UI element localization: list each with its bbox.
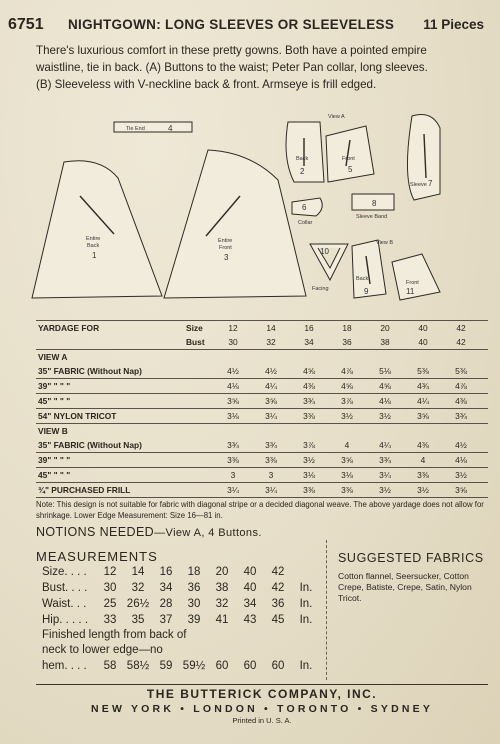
printed-in: Printed in U. S. A. bbox=[232, 716, 292, 725]
front-5-label: Front bbox=[342, 156, 355, 162]
yardage-cell: 4 bbox=[420, 455, 426, 465]
measurement-cell: 35 bbox=[131, 614, 145, 626]
hem-cell: 60 bbox=[243, 660, 257, 672]
yardage-row bbox=[36, 482, 488, 497]
pattern-pieces-diagram bbox=[30, 108, 490, 318]
back-2-label: Back bbox=[296, 156, 309, 162]
notions-title: NOTIONS NEEDED bbox=[36, 525, 155, 539]
sleeve-label: Sleeve bbox=[410, 182, 427, 188]
measurement-cell: 25 bbox=[103, 598, 117, 610]
yardage-cell: 3¼ bbox=[265, 411, 277, 421]
yardage-cell: 3⅝ bbox=[417, 411, 429, 421]
yardage-cell: 4¼ bbox=[379, 440, 391, 450]
yardage-row bbox=[36, 467, 488, 482]
yardage-header-row bbox=[36, 320, 488, 335]
yardage-cell: 4⅞ bbox=[455, 381, 467, 391]
measurement-row bbox=[36, 580, 326, 596]
yardage-cell: 4⅜ bbox=[455, 396, 467, 406]
size-cell: 40 bbox=[418, 323, 428, 333]
piece-count: 11 Pieces bbox=[423, 17, 484, 32]
description-line: (B) Sleeveless with V-neckline back & front. Armseye is frill edged. bbox=[36, 78, 377, 91]
yardage-cell: 3 bbox=[230, 470, 236, 480]
yardage-cell: 5⅜ bbox=[417, 366, 429, 376]
collar-label: Collar bbox=[298, 220, 313, 226]
yardage-row bbox=[36, 408, 488, 423]
back-number: 1 bbox=[92, 251, 97, 260]
hem-cell: 60 bbox=[215, 660, 229, 672]
collar-6-piece bbox=[292, 198, 322, 216]
sleeve-band-label: Sleeve Band bbox=[356, 214, 388, 220]
company-name: THE BUTTERICK COMPANY, INC. bbox=[146, 687, 378, 701]
entire-front-piece bbox=[164, 150, 309, 298]
measurement-unit: In. bbox=[299, 614, 313, 626]
yardage-cell: 3⅜ bbox=[227, 455, 239, 465]
measurement-cell: 32 bbox=[131, 582, 145, 594]
fabric-label: 39" " " " bbox=[38, 381, 71, 391]
size-cell: 14 bbox=[266, 323, 276, 333]
measurement-cell: 30 bbox=[103, 582, 117, 594]
yardage-cell: 3⅝ bbox=[265, 396, 277, 406]
fabric-label: 54" NYLON TRICOT bbox=[38, 411, 117, 421]
size-label: Size bbox=[186, 323, 203, 333]
measurement-cell: 30 bbox=[187, 598, 201, 610]
yardage-row bbox=[36, 452, 488, 467]
yardage-cell: 3 bbox=[268, 470, 274, 480]
suggested-text: Cotton flannel, Seersucker, Cotton Crepe, Batiste, Crepe, Satin, Nylon Tricot. bbox=[338, 571, 472, 603]
measurements-block bbox=[36, 549, 326, 674]
entire-back-piece bbox=[32, 161, 162, 298]
measurement-cell: 33 bbox=[103, 614, 117, 626]
yardage-cell: 4⅝ bbox=[341, 381, 353, 391]
notions-needed bbox=[36, 525, 262, 539]
description-line: There's luxurious comfort in these pretty gowns. Both have a pointed empire bbox=[36, 44, 427, 57]
back-9-piece bbox=[352, 240, 386, 298]
table-bottom-rule bbox=[36, 497, 488, 498]
yardage-cell: 4¾ bbox=[417, 381, 429, 391]
entire-label: Entire bbox=[218, 238, 233, 244]
fabric-label: ¾" PURCHASED FRILL bbox=[38, 485, 131, 495]
fabric-label: 39" " " " bbox=[38, 455, 71, 465]
pattern-number: 6751 bbox=[8, 16, 44, 33]
yardage-cell: 4⅝ bbox=[303, 366, 315, 376]
tie-end-label: Tie End bbox=[126, 126, 145, 132]
yardage-cell: 3¼ bbox=[265, 485, 277, 495]
yardage-cell: 3½ bbox=[455, 470, 467, 480]
yardage-cell: 3¼ bbox=[379, 470, 391, 480]
yardage-cell: 3¼ bbox=[227, 485, 239, 495]
bust-cell: 36 bbox=[342, 337, 352, 347]
yardage-cell: 5⅜ bbox=[455, 366, 467, 376]
description-line: waistline, tie in back. (A) Buttons to the waist; Peter Pan collar, long sleeves. bbox=[36, 61, 428, 74]
sleeve-band-number: 8 bbox=[372, 199, 377, 208]
header bbox=[8, 16, 494, 38]
measurement-cell: 20 bbox=[215, 566, 229, 578]
measurement-cell: 36 bbox=[271, 598, 285, 610]
measurement-label: Size. . . . bbox=[42, 566, 87, 578]
measurement-cell: 45 bbox=[271, 614, 285, 626]
sleeve-number: 7 bbox=[428, 179, 433, 188]
yardage-cell: 3¾ bbox=[227, 440, 239, 450]
back-9-number: 9 bbox=[364, 287, 369, 296]
measurement-cell: 26½ bbox=[126, 598, 150, 610]
measurement-cell: 39 bbox=[187, 614, 201, 626]
facing-10-piece bbox=[310, 244, 348, 280]
yardage-cell: 4¼ bbox=[417, 396, 429, 406]
yardage-cell: 3⅜ bbox=[303, 411, 315, 421]
bust-label: Bust bbox=[186, 337, 205, 347]
hem-cell: 58 bbox=[103, 660, 117, 672]
measurement-cell: 34 bbox=[159, 582, 173, 594]
footer bbox=[36, 684, 488, 725]
finished-length-line: Finished length from back of bbox=[42, 629, 187, 641]
yardage-cell: 3¾ bbox=[265, 440, 277, 450]
yardage-cell: 3½ bbox=[379, 485, 391, 495]
view-a-title: VIEW A bbox=[38, 352, 68, 362]
measurement-cell: 34 bbox=[243, 598, 257, 610]
yardage-cell: 3⅛ bbox=[227, 411, 239, 421]
yardage-cell: 5⅛ bbox=[379, 366, 391, 376]
size-cell: 20 bbox=[380, 323, 390, 333]
front-11-piece bbox=[392, 254, 440, 300]
measurement-cell: 32 bbox=[215, 598, 229, 610]
fabric-label: 45" " " " bbox=[38, 470, 71, 480]
bust-cell: 34 bbox=[304, 337, 314, 347]
yardage-cell: 4½ bbox=[227, 366, 239, 376]
hem-row bbox=[36, 658, 326, 674]
measurement-cell: 42 bbox=[271, 566, 285, 578]
size-cell: 42 bbox=[456, 323, 466, 333]
yardage-cell: 4⅜ bbox=[303, 381, 315, 391]
yardage-cell: 3½ bbox=[379, 411, 391, 421]
measurement-cell: 14 bbox=[131, 566, 145, 578]
yardage-cell: 4⅛ bbox=[227, 381, 239, 391]
yardage-cell: 3½ bbox=[417, 485, 429, 495]
back-label: Back bbox=[87, 243, 100, 249]
yardage-cell: 4⅝ bbox=[379, 381, 391, 391]
yardage-cell: 4⅛ bbox=[455, 455, 467, 465]
fabric-label: 35" FABRIC (Without Nap) bbox=[38, 440, 142, 450]
yardage-cell: 3¾ bbox=[303, 396, 315, 406]
yardage-cell: 3⅞ bbox=[303, 440, 315, 450]
yardage-cell: 4 bbox=[344, 440, 350, 450]
size-cell: 18 bbox=[342, 323, 352, 333]
front-11-number: 11 bbox=[406, 287, 415, 296]
yardage-cell: 3⅜ bbox=[341, 485, 353, 495]
yardage-cell: 3¾ bbox=[455, 411, 467, 421]
fabric-label: 45" " " " bbox=[38, 396, 71, 406]
bust-cell: 40 bbox=[418, 337, 428, 347]
yardage-cell: 3⅛ bbox=[303, 470, 315, 480]
yardage-cell: 3½ bbox=[303, 455, 315, 465]
yardage-cell: 4¼ bbox=[265, 381, 277, 391]
yardage-cell: 3⅜ bbox=[417, 470, 429, 480]
measurement-label: Waist. . . bbox=[42, 598, 87, 610]
front-11-label: Front bbox=[406, 280, 419, 286]
measurement-cell: 28 bbox=[159, 598, 173, 610]
yardage-table bbox=[36, 320, 488, 498]
measurement-cell: 42 bbox=[271, 582, 285, 594]
hem-label: hem. . . . bbox=[42, 660, 87, 672]
yardage-bust-row bbox=[36, 335, 488, 349]
yardage-cell: 3¾ bbox=[379, 455, 391, 465]
yardage-cell: 3⅝ bbox=[227, 396, 239, 406]
hem-cell: 58½ bbox=[126, 660, 150, 672]
yardage-row bbox=[36, 378, 488, 393]
facing-label: Facing bbox=[312, 286, 329, 292]
view-b-title: VIEW B bbox=[38, 426, 68, 436]
yardage-cell: 3⅝ bbox=[341, 455, 353, 465]
suggested-title: SUGGESTED FABRICS bbox=[338, 551, 484, 565]
notions-text: —View A, 4 Buttons. bbox=[154, 527, 262, 539]
measurement-label: Hip. . . . . bbox=[42, 614, 89, 626]
yardage-cell: 3⅛ bbox=[341, 470, 353, 480]
view-a-heading bbox=[36, 349, 488, 364]
measurement-cell: 36 bbox=[187, 582, 201, 594]
fabric-label: 35" FABRIC (Without Nap) bbox=[38, 366, 142, 376]
yardage-cell: 3⅜ bbox=[265, 455, 277, 465]
measurement-row bbox=[36, 564, 326, 580]
measurement-unit: In. bbox=[299, 582, 313, 594]
hem-cell: 60 bbox=[271, 660, 285, 672]
measurement-cell: 43 bbox=[243, 614, 257, 626]
front-5-number: 5 bbox=[348, 165, 353, 174]
front-number: 3 bbox=[224, 253, 229, 262]
yardage-row bbox=[36, 393, 488, 408]
measurement-cell: 40 bbox=[243, 566, 257, 578]
measurement-row bbox=[36, 612, 326, 628]
company-cities: NEW YORK • LONDON • TORONTO • SYDNEY bbox=[90, 703, 434, 715]
pattern-title: NIGHTGOWN: LONG SLEEVES OR SLEEVELESS bbox=[68, 17, 395, 32]
view-a-label: View A bbox=[328, 114, 345, 120]
description bbox=[36, 42, 488, 93]
hem-unit: In. bbox=[299, 660, 313, 672]
measurements-title: MEASUREMENTS bbox=[36, 549, 158, 564]
bust-cell: 32 bbox=[266, 337, 276, 347]
yardage-cell: 4⅜ bbox=[417, 440, 429, 450]
size-cell: 16 bbox=[304, 323, 314, 333]
measurement-cell: 40 bbox=[243, 582, 257, 594]
view-b-heading bbox=[36, 423, 488, 438]
column-divider bbox=[326, 540, 328, 680]
yardage-cell: 3⅜ bbox=[303, 485, 315, 495]
suggested-fabrics bbox=[338, 551, 492, 604]
entire-label: Entire bbox=[86, 236, 101, 242]
facing-number: 10 bbox=[320, 247, 329, 256]
hem-cell: 59 bbox=[159, 660, 173, 672]
measurement-cell: 41 bbox=[215, 614, 229, 626]
measurement-unit: In. bbox=[299, 598, 313, 610]
yardage-row bbox=[36, 438, 488, 452]
yardage-row bbox=[36, 364, 488, 378]
back-2-piece bbox=[286, 122, 324, 182]
yardage-cell: 4½ bbox=[265, 366, 277, 376]
measurement-cell: 18 bbox=[187, 566, 201, 578]
size-cell: 12 bbox=[228, 323, 238, 333]
back-9-label: Back bbox=[356, 276, 369, 282]
yardage-note: Note: This design is not suitable for fabric with diagonal stripe or a decided diagonal weave. The above yardage does not allow for shrinkage. Lower Edge Measurement: Size 16—81 in. bbox=[36, 500, 484, 520]
yardage-cell: 3½ bbox=[341, 411, 353, 421]
yardage-cell: 4½ bbox=[455, 440, 467, 450]
yardage-title: YARDAGE FOR bbox=[38, 323, 100, 333]
tie-end-number: 4 bbox=[168, 124, 173, 133]
measurement-cell: 16 bbox=[159, 566, 173, 578]
bust-cell: 38 bbox=[380, 337, 390, 347]
yardage-cell: 4⅞ bbox=[341, 366, 353, 376]
pattern-pieces-svg bbox=[30, 108, 490, 318]
measurement-cell: 38 bbox=[215, 582, 229, 594]
view-b-label: View B bbox=[376, 240, 394, 246]
finished-length-line: neck to lower edge—no bbox=[42, 644, 163, 656]
collar-number: 6 bbox=[302, 203, 307, 212]
front-label: Front bbox=[219, 245, 232, 251]
measurement-cell: 12 bbox=[103, 566, 117, 578]
bust-cell: 42 bbox=[456, 337, 466, 347]
bust-cell: 30 bbox=[228, 337, 238, 347]
measurement-label: Bust. . . . bbox=[42, 582, 88, 594]
hem-cell: 59½ bbox=[182, 660, 206, 672]
measurement-cell: 37 bbox=[159, 614, 173, 626]
measurement-row bbox=[36, 596, 326, 612]
yardage-cell: 3⅞ bbox=[341, 396, 353, 406]
yardage-cell: 3⅝ bbox=[455, 485, 467, 495]
yardage-cell: 4⅛ bbox=[379, 396, 391, 406]
back-2-number: 2 bbox=[300, 167, 305, 176]
